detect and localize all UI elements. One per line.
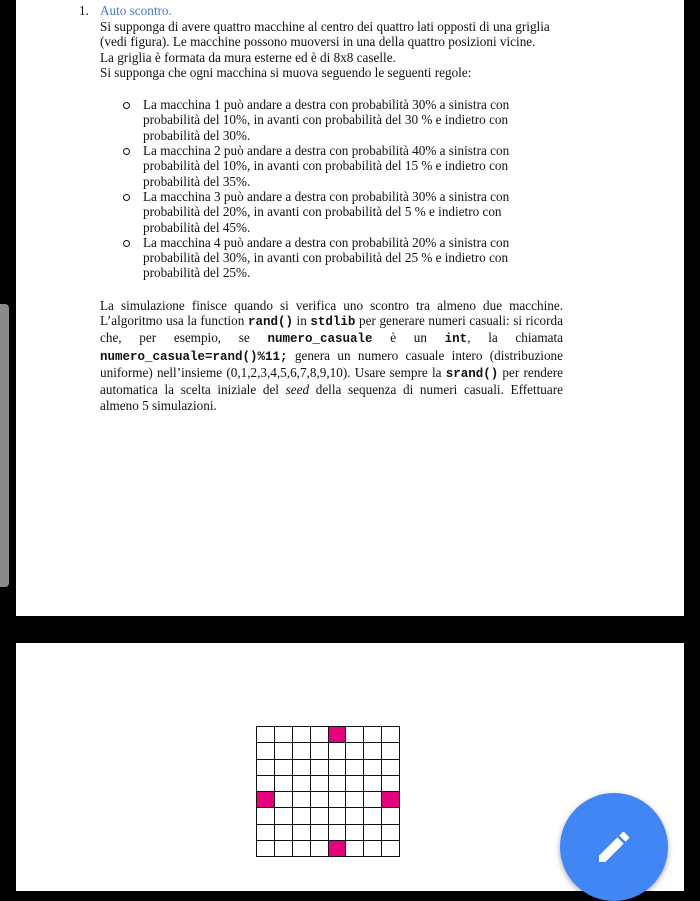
grid-cell (346, 825, 364, 841)
grid-cell (293, 792, 311, 808)
bullet-icon (123, 194, 130, 201)
simulation-paragraph (100, 298, 563, 413)
code-srand: srand() (445, 366, 499, 381)
exercise-number: 1. (79, 3, 89, 18)
para-text: in (292, 313, 311, 329)
grid-figure (256, 726, 400, 857)
rule-item (100, 143, 526, 189)
grid-cell (275, 841, 293, 857)
bullet-icon (123, 148, 130, 155)
grid-cell (364, 760, 382, 776)
grid-cell (257, 825, 275, 841)
para-text: per rendere automatica la scelta iniziale del (100, 364, 563, 398)
grid-cell (346, 727, 364, 743)
grid-cell (311, 792, 329, 808)
grid-car-cell (257, 792, 275, 808)
intro-line: (vedi figura). Le macchine possono muoversi in una della quattro posizioni vicine. (100, 34, 536, 50)
grid-cell (311, 825, 329, 841)
exercise-title: Auto scontro. (100, 3, 172, 18)
grid-cell (275, 760, 293, 776)
grid-cell (382, 760, 400, 776)
grid-car-cell (329, 727, 347, 743)
grid-cell (382, 776, 400, 792)
grid-cell (382, 825, 400, 841)
grid-cell (329, 808, 347, 824)
edit-button[interactable] (560, 793, 668, 901)
grid-cell (275, 743, 293, 759)
side-scroll-handle[interactable] (0, 304, 9, 587)
rule-text: La macchina 3 può andare a destra con probabilità 30% a sinistra con probabilità del 20%, in avanti con probabilità del 5 % e indietro con probabilità del 45%. (143, 188, 510, 235)
grid-cell (364, 743, 382, 759)
grid-cell (364, 792, 382, 808)
code-int: int (444, 332, 468, 347)
grid-cell (275, 825, 293, 841)
rule-item (100, 97, 526, 143)
code-rand: rand() (247, 315, 293, 330)
grid-cell (311, 776, 329, 792)
rule-item (100, 235, 526, 281)
grid-cell (382, 841, 400, 857)
grid-cell (311, 808, 329, 824)
grid-cell (293, 841, 311, 857)
grid-cell (364, 776, 382, 792)
grid-cell (311, 760, 329, 776)
pencil-icon (594, 827, 634, 867)
grid-cell (346, 808, 364, 824)
grid-cell (275, 776, 293, 792)
exercise-heading (79, 3, 579, 19)
grid-cell (346, 743, 364, 759)
grid-cell (329, 825, 347, 841)
para-text: della sequenza di numeri casuali. Effettuare almeno 5 simulazioni. (100, 382, 563, 413)
intro-line: La griglia è formata da mura esterne ed è di 8x8 caselle. (100, 49, 396, 65)
exercise-intro (100, 19, 579, 80)
grid-cell (293, 825, 311, 841)
intro-line: Si supponga di avere quattro macchine al centro dei quattro lati opposti di una griglia (100, 19, 550, 34)
para-text: , la chiamata (467, 330, 563, 346)
code-rand-call: numero_casuale=rand()%11; (100, 349, 288, 364)
grid-cell (275, 792, 293, 808)
grid-cell (275, 808, 293, 824)
grid-car-cell (329, 841, 347, 857)
grid-cell (311, 727, 329, 743)
code-stdlib: stdlib (310, 315, 356, 330)
para-text: genera un numero casuale intero (distribuzione uniforme) nell’insieme (0,1,2,3,4,5,6,7,8,9,10). Usare sempre la (100, 347, 563, 380)
code-numero-casuale: numero_casuale (267, 332, 373, 347)
bullet-icon (123, 102, 130, 109)
italic-seed: seed (285, 382, 310, 398)
grid-cell (257, 727, 275, 743)
grid-cell (346, 760, 364, 776)
para-text: La simulazione finisce quando si verifica uno scontro tra almeno due macchine. L’algoritmo usa la function (100, 297, 563, 329)
grid-cell (293, 776, 311, 792)
grid-cell (346, 792, 364, 808)
grid-cell (382, 727, 400, 743)
grid-cell (382, 743, 400, 759)
para-text: è un (372, 330, 445, 346)
grid-cell (311, 841, 329, 857)
para-text: per generare numeri casuali: si ricorda che, per esempio, se (100, 313, 563, 346)
rule-text: La macchina 1 può andare a destra con probabilità 30% a sinistra con probabilità del 10%, in avanti con probabilità del 30 % e indietro con probabilità del 30%. (143, 97, 510, 143)
intro-line: Si supponga che ogni macchina si muova seguendo le seguenti regole: (100, 64, 472, 80)
grid-cell (293, 760, 311, 776)
grid-cell (364, 808, 382, 824)
exercise-content (79, 3, 579, 413)
grid-cell (257, 760, 275, 776)
grid-cell (364, 841, 382, 857)
grid-cell (364, 825, 382, 841)
bullet-icon (123, 240, 130, 247)
grid-cell (257, 808, 275, 824)
rule-text: La macchina 2 può andare a destra con probabilità 40% a sinistra con probabilità del 10%, in avanti con probabilità del 15 % e indietro con probabilità del 35%. (143, 143, 510, 189)
grid-cell (364, 727, 382, 743)
grid-cell (257, 776, 275, 792)
grid-cell (329, 743, 347, 759)
grid-cell (346, 841, 364, 857)
grid-cell (275, 727, 293, 743)
grid-cell (293, 743, 311, 759)
grid-cell (329, 792, 347, 808)
rule-text: La macchina 4 può andare a destra con probabilità 20% a sinistra con probabilità del 30%, in avanti con probabilità del 25 % e indietro con probabilità del 25%. (143, 234, 510, 281)
rules-list (100, 97, 579, 281)
grid-car-cell (382, 792, 400, 808)
rule-item (100, 189, 526, 235)
document-page-1 (16, 0, 684, 616)
grid-cell (293, 727, 311, 743)
grid-cell (346, 776, 364, 792)
grid-cell (329, 760, 347, 776)
grid-cell (257, 743, 275, 759)
grid-cell (329, 776, 347, 792)
grid-cell (293, 808, 311, 824)
grid-cell (382, 808, 400, 824)
grid-cell (257, 841, 275, 857)
grid-cell (311, 743, 329, 759)
